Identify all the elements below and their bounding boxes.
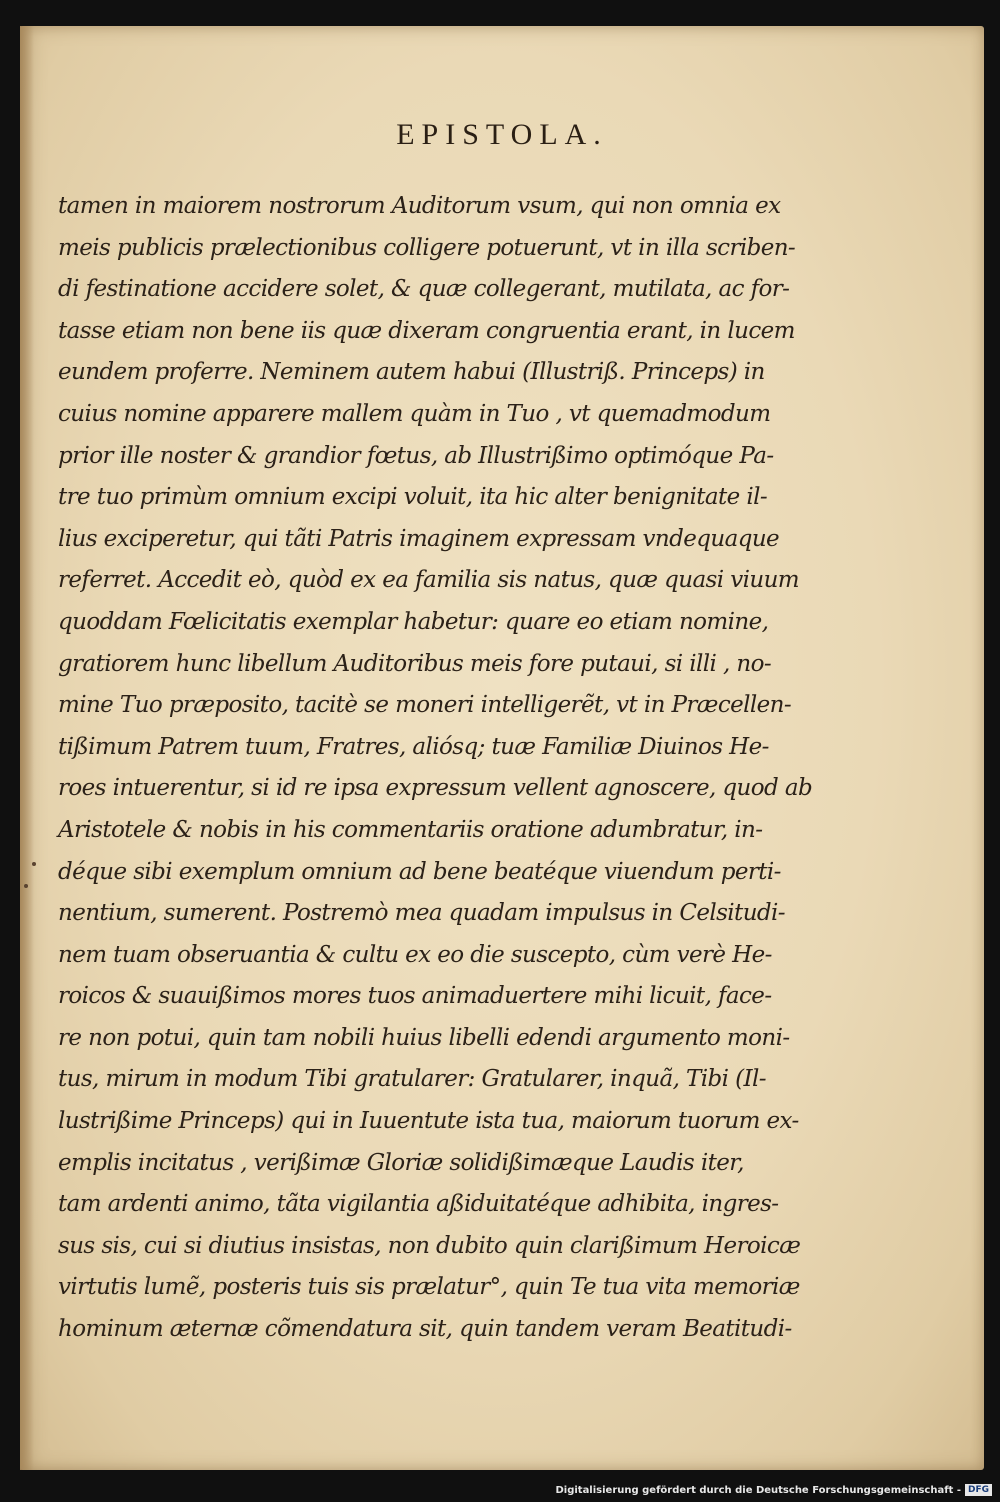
text-line: meis publicis prælectionibus colligere potuerunt, vt in illa scriben-	[58, 234, 796, 261]
text-line: tus, mirum in modum Tibi gratularer: Gratularer, inquã, Tibi (Il-	[58, 1066, 766, 1093]
text-line: mine Tuo præposito, tacitè se moneri intelligerẽt, vt in Præcellen-	[58, 692, 792, 719]
text-line: lius exciperetur, qui tãti Patris imaginem expressam vndequaque	[58, 525, 780, 552]
text-line: di festinatione accidere solet, & quæ collegerant, mutilata, ac for-	[58, 276, 790, 303]
text-line: referret. Accedit eò, quòd ex ea familia sis natus, quæ quasi viuum	[58, 567, 800, 594]
text-line: tam ardenti animo, tãta vigilantia aßiduitatéque adhibita, ingres-	[58, 1191, 779, 1218]
page-gutter-shadow	[20, 26, 34, 1470]
margin-mark	[32, 862, 36, 866]
text-line: roicos & suauißimos mores tuos animaduertere mihi licuit, face-	[58, 983, 772, 1010]
text-line: tißimum Patrem tuum, Fratres, aliósq; tuæ Familiæ Diuinos He-	[58, 733, 769, 760]
book-page	[20, 26, 984, 1470]
text-line: Aristotele & nobis in his commentariis oratione adumbratur, in-	[58, 816, 763, 843]
text-line: quoddam Fœlicitatis exemplar habetur: quare eo etiam nomine,	[58, 608, 769, 635]
text-line: tamen in maiorem nostrorum Auditorum vsum, qui non omnia ex	[58, 193, 781, 219]
text-line: roes intuerentur, si id re ipsa expressum vellent agnoscere, quod ab	[58, 775, 813, 802]
text-line: cuius nomine apparere mallem quàm in Tuo , vt quemadmodum	[58, 400, 771, 427]
text-line: hominum æternæ cõmendatura sit, quin tandem veram Beatitudi-	[58, 1316, 792, 1343]
text-line: sus sis, cui si diutius insistas, non dubito quin clarißimum Heroicæ	[58, 1232, 801, 1259]
text-line: prior ille noster & grandior fœtus, ab Illustrißimo optimóque Pa-	[58, 442, 774, 469]
footer-credit-text: Digitalisierung gefördert durch die Deutsche Forschungsgemeinschaft -	[555, 1484, 961, 1496]
text-line: emplis incitatus , verißimæ Gloriæ solidißimæque Laudis iter,	[58, 1149, 744, 1176]
text-line: tre tuo primùm omnium excipi voluit, ita hic alter benignitate il-	[58, 484, 768, 511]
text-line: lustrißime Princeps) qui in Iuuentute ista tua, maiorum tuorum ex-	[58, 1108, 799, 1135]
text-line: eundem proferre. Neminem autem habui (Illustriß. Princeps) in	[58, 359, 765, 386]
text-line: nentium, sumerent. Postremò mea quadam impulsus in Celsitudi-	[58, 900, 785, 927]
footer-credit	[555, 1484, 992, 1496]
text-line: virtutis lumẽ, posteris tuis sis prælatur°, quin Te tua vita memoriæ	[58, 1274, 800, 1301]
text-line: gratiorem hunc libellum Auditoribus meis fore putaui, si illi , no-	[58, 650, 772, 677]
dfg-logo: DFG	[965, 1484, 992, 1496]
text-line: tasse etiam non bene iis quæ dixeram congruentia erant, in lucem	[58, 317, 795, 344]
running-head: EPISTOLA.	[396, 118, 608, 151]
text-line: re non potui, quin tam nobili huius libelli edendi argumento moni-	[58, 1024, 790, 1051]
text-line: nem tuam obseruantia & cultu ex eo die suscepto, cùm verè He-	[58, 941, 772, 968]
text-block	[58, 186, 838, 1351]
text-line: déque sibi exemplum omnium ad bene beatéque viuendum perti-	[58, 858, 781, 885]
margin-mark	[24, 884, 28, 888]
